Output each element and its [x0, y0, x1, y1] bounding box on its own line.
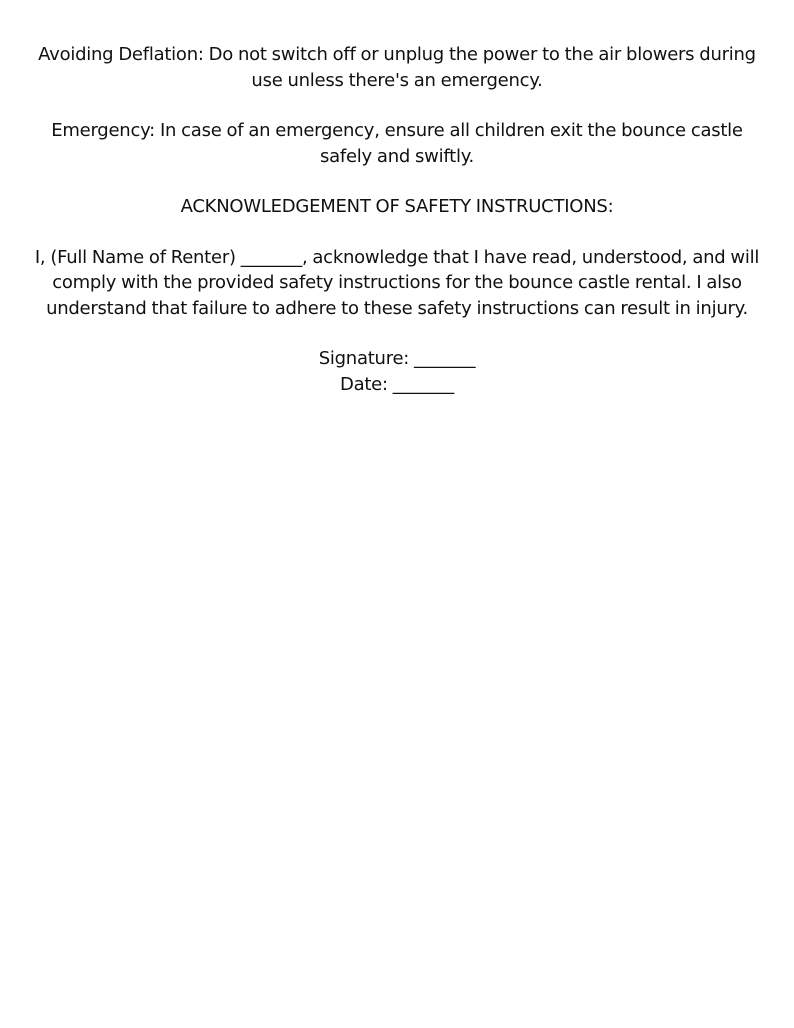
- paragraph-line: understand that failure to adhere to these safety instructions can result in injury.: [46, 297, 748, 319]
- acknowledgement-statement: [24, 245, 770, 322]
- heading-line: ACKNOWLEDGEMENT OF SAFETY INSTRUCTIONS:: [180, 196, 614, 217]
- signature-block: [24, 346, 770, 397]
- avoiding-deflation-paragraph: [24, 42, 770, 93]
- paragraph-line: use unless there's an emergency.: [251, 69, 543, 91]
- paragraph-line: I, (Full Name of Renter) _______, acknowledge that I have read, understood, and will: [34, 246, 760, 268]
- acknowledgement-heading: [24, 194, 770, 220]
- emergency-paragraph: [24, 118, 770, 169]
- paragraph-line: Emergency: In case of an emergency, ensure all children exit the bounce castle: [51, 120, 743, 141]
- paragraph-line: Avoiding Deflation: Do not switch off or unplug the power to the air blowers during: [38, 44, 756, 65]
- date-line: Date: _______: [339, 373, 455, 395]
- paragraph-line: comply with the provided safety instructions for the bounce castle rental. I also: [52, 272, 742, 293]
- paragraph-line: safely and swiftly.: [319, 145, 475, 167]
- signature-line: Signature: _______: [318, 348, 476, 369]
